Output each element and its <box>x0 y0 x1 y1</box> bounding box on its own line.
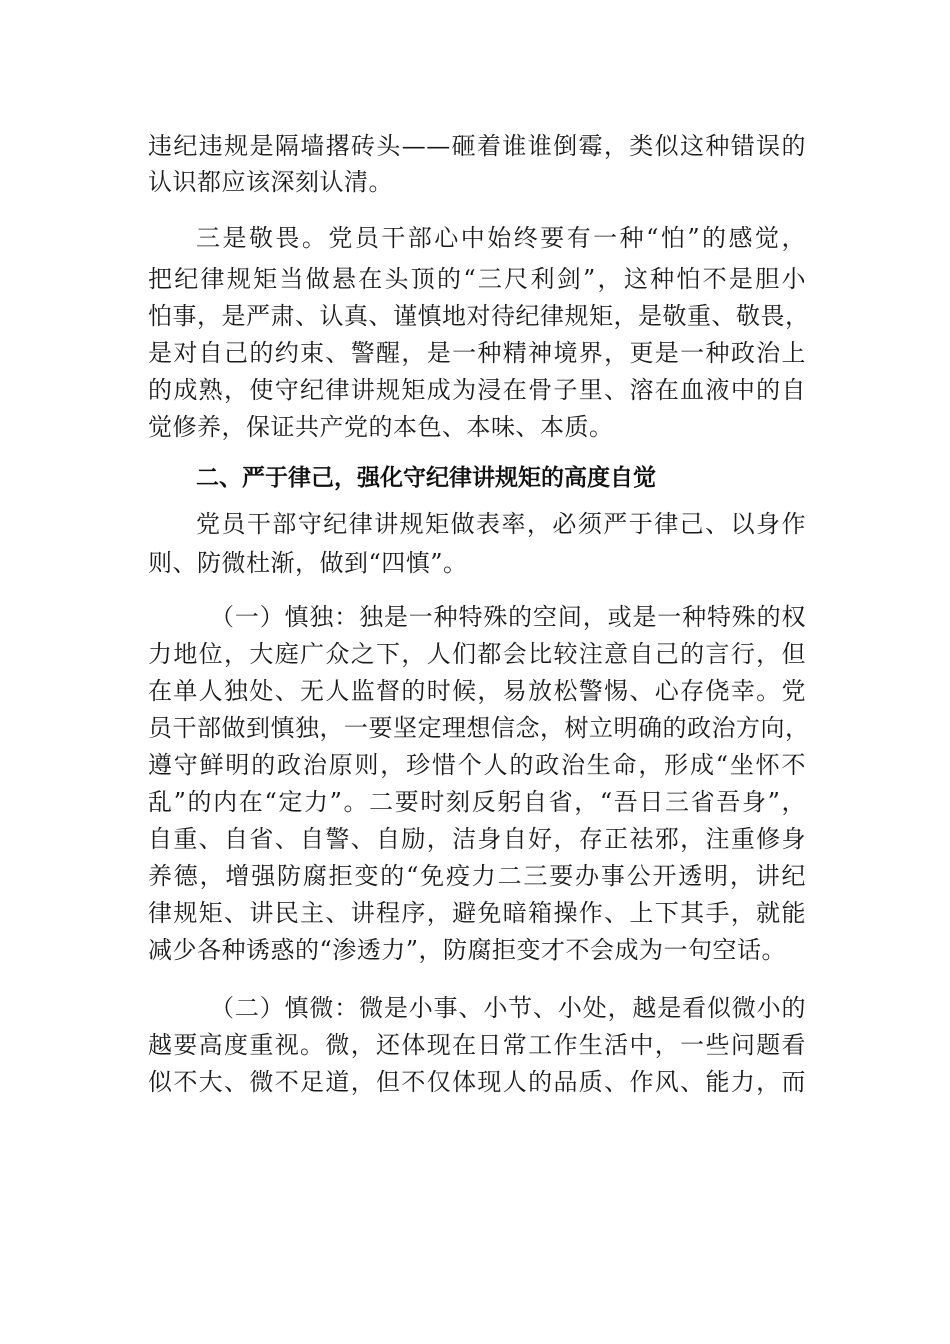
paragraph-line: 觉修养，保证共产党的本色、本味、本质。 <box>148 413 614 441</box>
paragraph-line: 党员干部守纪律讲规矩做表率，必须严于律己、以身作 <box>196 510 806 538</box>
paragraph-line: 乱”的内在“定力”。二要时刻反躬自省，“吾日三省吾身”， <box>148 788 806 816</box>
paragraph-line: 似不大、微不足道，但不仅体现人的品质、作风、能力，而 <box>148 1068 806 1096</box>
paragraph-line: 越要高度重视。微，还体现在日常工作生活中，一些问题看 <box>148 1031 806 1059</box>
paragraph-line: （二）慎微：微是小事、小节、小处，越是看似微小的 <box>210 994 806 1022</box>
paragraph-line: 律规矩、讲民主、讲程序，避免暗箱操作、上下其手，就能 <box>148 899 806 927</box>
paragraph-line: 减少各种诱惑的“渗透力”，防腐拒变才不会成为一句空话。 <box>148 936 787 964</box>
paragraph-line: 的成熟，使守纪律讲规矩成为浸在骨子里、溶在血液中的自 <box>148 376 806 404</box>
paragraph-line: （一）慎独：独是一种特殊的空间，或是一种特殊的权 <box>210 603 806 631</box>
paragraph-line: 违纪违规是隔墙撂砖头——砸着谁谁倒霉，类似这种错误的 <box>148 132 806 160</box>
paragraph-line: 自重、自省、自警、自励，洁身自好，存正祛邪，注重修身 <box>148 825 806 853</box>
paragraph-line: 员干部做到慎独，一要坚定理想信念，树立明确的政治方向， <box>148 714 810 742</box>
paragraph-line: 力地位，大庭广众之下，人们都会比较注意自己的言行，但 <box>148 640 806 668</box>
paragraph-line: 在单人独处、无人监督的时候，易放松警惕、心存侥幸。党 <box>148 677 806 705</box>
paragraph-line: 怕事，是严肃、认真、谨慎地对待纪律规矩，是敬重、敬畏， <box>148 302 810 330</box>
paragraph-line: 认识都应该深刻认清。 <box>148 168 393 196</box>
paragraph-line: 是对自己的约束、警醒，是一种精神境界，更是一种政治上 <box>148 339 806 367</box>
paragraph-line: 则、防微杜渐，做到“四慎”。 <box>148 549 468 577</box>
section-heading: 二、严于律己，强化守纪律讲规矩的高度自觉 <box>196 465 656 491</box>
paragraph-line: 三是敬畏。党员干部心中始终要有一种“怕”的感觉， <box>196 224 806 252</box>
paragraph-line: 把纪律规矩当做悬在头顶的“三尺利剑”，这种怕不是胆小 <box>148 265 806 293</box>
paragraph-line: 遵守鲜明的政治原则，珍惜个人的政治生命，形成“坐怀不 <box>148 751 806 779</box>
paragraph-line: 养德，增强防腐拒变的“免疫力二三要办事公开透明，讲纪 <box>148 862 806 890</box>
